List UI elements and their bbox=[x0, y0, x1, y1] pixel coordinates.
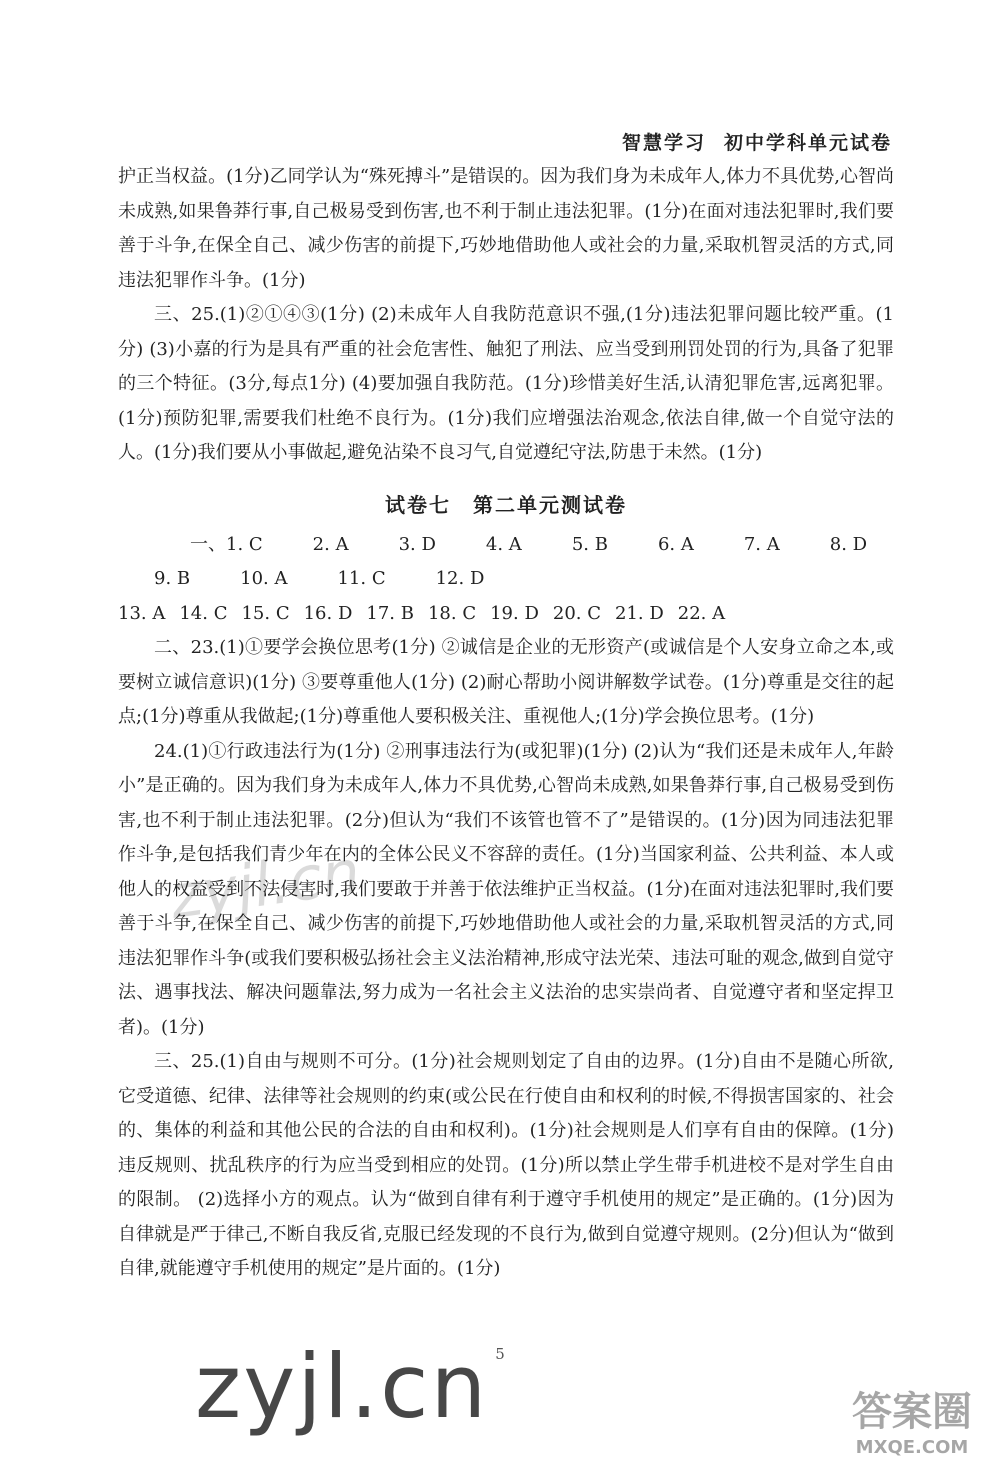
answer-item: 13. A bbox=[118, 602, 166, 624]
answer-item: 22. A bbox=[677, 602, 726, 624]
answer-item: 15. C bbox=[241, 602, 290, 624]
watermark-bottom: zyjl.cn bbox=[195, 1335, 489, 1438]
answer-item: 19. D bbox=[490, 602, 539, 624]
answer-item: 7. A bbox=[743, 533, 780, 555]
answer-item: 12. D bbox=[435, 568, 485, 589]
answer-item: 20. C bbox=[552, 602, 601, 624]
answer-item: 9. B bbox=[154, 568, 191, 589]
page-content bbox=[118, 160, 894, 1287]
section-title-left: 试卷七 bbox=[385, 492, 451, 517]
watermark-logo bbox=[842, 1380, 982, 1458]
paragraph-q25-prev: 三、25.(1)②①④③(1分) (2)未成年人自我防范意识不强,(1分)违法犯罪问题比较严重。(1分) (3)小嘉的行为是具有严重的社会危害性、触犯了刑法、应当受到刑罚处罚的行为,具备了犯罪的三个特征。(3分,每点1分) (4)要加强自我防范。(1分)珍惜美好生活,认清犯罪危害,远离犯罪。(1分)预防犯罪,需要我们杜绝不良行为。(1分)我们应增强法治观念,依法自律,做一个自觉守法的人。(1分)我们要从小事做起,避免沾染不良习气,自觉遵纪守法,防患于未然。(1分) bbox=[118, 304, 894, 463]
answer-item: 18. C bbox=[427, 602, 477, 624]
answer-item: 一、1. C bbox=[190, 533, 263, 555]
watermark-middle: zyjl.cn bbox=[166, 837, 365, 933]
watermark-logo-text: 答案圈 bbox=[852, 1389, 972, 1435]
header-series: 初中学科单元试卷 bbox=[723, 132, 892, 154]
answer-item: 4. A bbox=[485, 533, 522, 555]
page-number: 5 bbox=[495, 1345, 505, 1363]
paragraph-continuation: 护正当权益。(1分)乙同学认为“殊死搏斗”是错误的。因为我们身为未成年人,体力不具优势,心智尚未成熟,如果鲁莽行事,自己极易受到伤害,也不利于制止违法犯罪。(1分)在面对违法犯罪时,我们要善于斗争,在保全自己、减少伤害的前提下,巧妙地借助他人或社会的力量,采取机智灵活的方式,同违法犯罪作斗争。(1分) bbox=[118, 166, 894, 291]
answer-item: 17. B bbox=[366, 602, 414, 624]
header-brand: 智慧学习 bbox=[621, 132, 706, 154]
answer-item: 3. D bbox=[398, 533, 436, 555]
answer-item: 14. C bbox=[179, 602, 228, 624]
paragraph-q24: 24.(1)①行政违法行为(1分) ②刑事违法行为(或犯罪)(1分) (2)认为“我们还是未成年人,年龄小”是正确的。因为我们身为未成年人,体力不具优势,心智尚未成熟,如果鲁莽行事,自己极易受到伤害,也不利于制止违法犯罪。(2分)但认为“我们不该管也管不了”是错误的。(1分)因为同违法犯罪作斗争,是包括我们青少年在内的全体公民义不容辞的责任。(1分)当国家利益、公共利益、本人或他人的权益受到不法侵害时,我们要敢于并善于依法维护正当权益。(1分)在面对违法犯罪时,我们要善于斗争,在保全自己、减少伤害的前提下,巧妙地借助他人或社会的力量,采取机智灵活的方式,同违法犯罪作斗争(或我们要积极弘扬社会主义法治精神,形成守法光荣、违法可耻的观念,做到自觉守法、遇事找法、解决问题靠法,努力成为一名社会主义法治的忠实崇尚者、自觉遵守者和坚定捍卫者)。(1分) bbox=[118, 740, 894, 1038]
section-title bbox=[118, 489, 894, 518]
answer-item: 5. B bbox=[571, 533, 608, 555]
page-header bbox=[622, 128, 892, 155]
answers-row-2 bbox=[118, 597, 894, 632]
watermark-logo-site: MXQE.COM bbox=[855, 1437, 969, 1458]
answer-item: 10. A bbox=[240, 568, 288, 589]
answer-item: 8. D bbox=[829, 533, 868, 555]
section-title-right: 第二单元测试卷 bbox=[473, 492, 627, 517]
answer-item: 11. C bbox=[337, 568, 386, 589]
answer-item: 21. D bbox=[615, 602, 664, 624]
paragraph-q23: 二、23.(1)①要学会换位思考(1分) ②诚信是企业的无形资产(或诚信是个人安身立命之本,或要树立诚信意识)(1分) ③要尊重他人(1分) (2)耐心帮助小阅讲解数学试卷。(1分)尊重是交往的起点;(1分)尊重从我做起;(1分)尊重他人要积极关注、重视他人;(1分)学会换位思考。(1分) bbox=[118, 637, 894, 727]
answers-row-1 bbox=[118, 528, 894, 597]
answer-item: 2. A bbox=[312, 533, 349, 555]
answer-item: 6. A bbox=[657, 533, 694, 555]
paragraph-q25: 三、25.(1)自由与规则不可分。(1分)社会规则划定了自由的边界。(1分)自由不是随心所欲,它受道德、纪律、法律等社会规则的约束(或公民在行使自由和权利的时候,不得损害国家的、社会的、集体的利益和其他公民的合法的自由和权利)。(1分)社会规则是人们享有自由的保障。(1分)违反规则、扰乱秩序的行为应当受到相应的处罚。(1分)所以禁止学生带手机进校不是对学生自由的限制。 (2)选择小方的观点。认为“做到自律有利于遵守手机使用的规定”是正确的。(1分)因为自律就是严于律己,不断自我反省,克服已经发现的不良行为,做到自觉遵守规则。(2分)但认为“做到自律,就能遵守手机使用的规定”是片面的。(1分) bbox=[118, 1051, 894, 1279]
answer-item: 16. D bbox=[303, 602, 353, 624]
